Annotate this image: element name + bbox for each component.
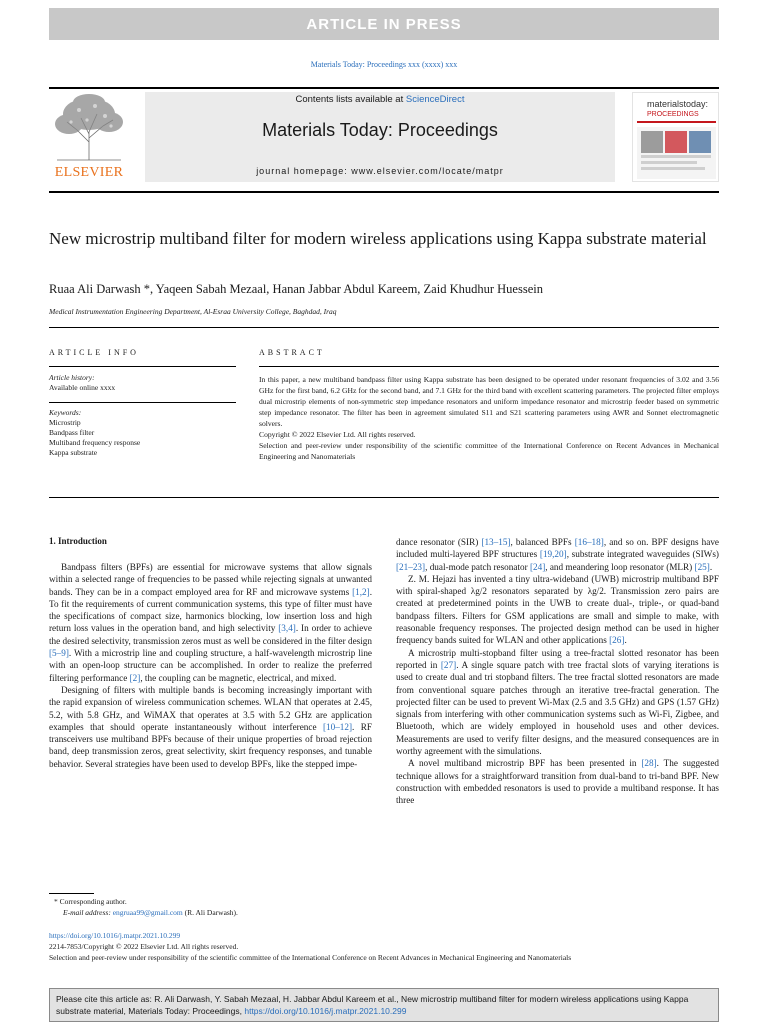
body-paragraph (396, 536, 719, 573)
elsevier-logo[interactable] (49, 92, 129, 182)
body-text: , and so on. BPF designs have included multi-layered BPF structures (396, 537, 720, 560)
article-info-rule (49, 366, 236, 367)
body-paragraph (396, 757, 719, 806)
citation-doi-link[interactable]: https://doi.org/10.1016/j.matpr.2021.10.299 (244, 1006, 407, 1016)
abstract-paragraph: In this paper, a new multiband bandpass filter using Kappa substrate has been designed to be operated under resonant frequencies of 3.02 and 3.56 GHz for the first band, 6.2 GHz for the second band, and 7.1 GHz for the third band with excellent scattering parameters. The projected filter employs dual microstrip elements of non-symmetric step impedance resonators and uniform impedance resonator and microstrip feeder based on symmetric step impedance resonator. The filter has been in agreement simulated S11 and S21 scattering parameters using AWR and Sonnet electromagnetic solvers. (259, 375, 719, 428)
body-text: Bandpass filters (BPFs) are essential for microwave systems that allow signals within a selected range of frequencies to be passed while rejecting signals at unwanted bands. They can be in a compact employed area for RF and microwave systems (49, 562, 372, 597)
keyword-item: Microstrip (49, 418, 81, 427)
journal-homepage[interactable]: journal homepage: www.elsevier.com/locate/matpr (256, 166, 504, 176)
keyword-item: Kappa substrate (49, 448, 98, 457)
body-text: . (709, 561, 713, 572)
history-value: Available online xxxx (49, 383, 116, 392)
cover-stripe (637, 121, 716, 123)
keywords-block (49, 408, 239, 458)
body-paragraph (396, 647, 719, 758)
body-text: . RF transceivers use multiband BPFs because of their unique properties of broad rejection band, deep transmission zeros, great selectivity, skirt frequency responses, and tunable behavior. Several strategies have been used to develop BPFs, like the stepped impe- (49, 721, 372, 769)
reference-link[interactable]: [16–18] (574, 537, 604, 547)
body-column-left (49, 561, 372, 770)
abstract-rule (259, 366, 719, 367)
body-text: . To fit the requirements of current communication systems, this type of filter must have the specifications of compact size, harmonics blocking, low insertion loss and high return loss values in the operation band, and high selectivity (49, 586, 372, 634)
elsevier-tree-icon (49, 92, 129, 162)
article-in-press-banner (49, 8, 719, 40)
journal-title: Materials Today: Proceedings (262, 120, 498, 140)
body-paragraph (49, 684, 372, 770)
footnote-rule (49, 893, 94, 894)
reference-link[interactable]: [13–15] (481, 537, 511, 547)
masthead-rule (49, 191, 719, 193)
body-text: , balanced BPFs (510, 537, 575, 547)
body-text: . With a microstrip line and coupling structure, a half-wavelength microstrip line with an open-loop structure can be accomplished. In order to realize the preferred filtering performance (49, 648, 372, 683)
citation-text: Please cite this article as: R. Ali Darwash, Y. Sabah Mezaal, H. Jabbar Abdul Kareem et al., New microstrip multiband filter for modern wireless applications using Kappa substrate material, Materials Today: Proceedings, (56, 994, 689, 1016)
body-text: A novel multiband microstrip BPF has been presented in (408, 758, 642, 769)
abstract-body (259, 374, 719, 462)
affiliation: Medical Instrumentation Engineering Department, Al-Esraa University College, Baghdad, Iraq (49, 307, 337, 316)
abstract-copyright: Copyright © 2022 Elsevier Ltd. All rights reserved. (259, 430, 416, 439)
abstract-bottom-rule (49, 497, 719, 498)
abstract-peer-review: Selection and peer-review under responsibility of the scientific committee of the International Conference on Recent Advances in Mechanical Engineering and Nanomaterials (259, 441, 719, 461)
reference-link[interactable]: [26] (609, 635, 625, 646)
title-rule (49, 327, 719, 328)
body-text: , the coupling can be magnetic, electrical, and mixed. (140, 672, 337, 683)
reference-link[interactable]: [5–9] (49, 648, 69, 659)
reference-link[interactable]: [25] (694, 561, 710, 572)
article-history (49, 373, 239, 393)
issn-line: 2214-7853/Copyright © 2022 Elsevier Ltd. All rights reserved. (49, 942, 239, 951)
body-text: Z. M. Hejazi has invented a tiny ultra-wideband (UWB) microstrip multiband BPF with spiral-shaped λg/2 resonators separated by λg/2. Transmission zero pairs are created at predetermined points in the UWB to create dual-, triple-, or quad-band bandpass filters. Filters for GSM applications are small and simple to make, with reasonable frequency responses. The projected design method can be used in higher frequency bands suited for WLAN and other applications (396, 573, 719, 646)
reference-link[interactable]: [2] (129, 672, 141, 683)
paper-title: New microstrip multiband filter for modern wireless applications using Kappa substrate material (49, 229, 707, 248)
sciencedirect-link[interactable]: ScienceDirect (405, 94, 465, 105)
cover-artwork-icon (637, 127, 716, 179)
introduction-heading: 1. Introduction (49, 536, 107, 546)
body-text: . (624, 635, 627, 646)
reference-link[interactable]: [19,20] (539, 549, 567, 560)
body-text: , and meandering loop resonator (MLR) (545, 561, 695, 572)
reference-link[interactable]: [21–23] (396, 561, 426, 572)
author-list[interactable]: Ruaa Ali Darwash *, Yaqeen Sabah Mezaal, Hanan Jabbar Abdul Kareem, Zaid Khudhur Huessein (49, 282, 543, 296)
reference-link[interactable]: [27] (440, 659, 457, 670)
reference-link[interactable]: [1,2] (352, 586, 370, 597)
reference-link[interactable]: [24] (529, 561, 546, 572)
body-text: . A single square patch with tree fractal slots of varying iterations is used to create dual and tri stopband filters. The tree fractal slotted resonators are made from conventional square patches through an iterative tree-fractal generation. The projected filter can be used to prevent Wi-Max (2.5 and 3.5 GHz) and GPS (1.57 GHz) signals from interfering with other communication systems such as Wi-Fi, Zigbee, and Bluetooth, which are widely employed in household uses and other devices. Measurements are used to verify filter designs, and the measured consequences are in worthy agreement with the simulations. (396, 659, 719, 757)
body-column-right (396, 536, 719, 807)
history-label: Article history: (49, 373, 95, 382)
keyword-item: Bandpass filter (49, 428, 95, 437)
body-text: A microstrip multi-stopband filter using a tree-fractal slotted resonator has been reported in (396, 647, 719, 670)
contents-line: Contents lists available at ScienceDirect (295, 94, 465, 105)
body-text: , substrate integrated waveguides (SIWs) (566, 549, 719, 560)
publication-peer-review: Selection and peer-review under responsibility of the scientific committee of the International Conference on Recent Advances in Mechanical Engineering and Nanomaterials (49, 953, 572, 962)
citation-box (49, 988, 719, 1022)
email-line: E-mail address: engruaa99@gmail.com (R. Ali Darwash). (63, 908, 238, 917)
header-rule (49, 87, 719, 89)
body-text: dance resonator (SIR) (396, 537, 482, 547)
body-paragraph (49, 561, 372, 684)
doi-link[interactable]: https://doi.org/10.1016/j.matpr.2021.10.299 (49, 931, 181, 940)
body-paragraph (396, 573, 719, 647)
keyword-item: Multiband frequency response (49, 438, 141, 447)
reference-link[interactable]: [3,4] (278, 623, 296, 634)
elsevier-wordmark: ELSEVIER (54, 165, 124, 180)
journal-cover-thumbnail[interactable] (632, 92, 719, 182)
corresponding-label: * Corresponding author. (54, 897, 127, 906)
cover-brand: materialstoday: PROCEEDINGS (647, 99, 709, 118)
body-text: . The suggested technique allows for a straightforward transition from dual-band to tri-band BPF. New construction with embedded resonators is used to provide a multiband response. It has three (396, 758, 719, 806)
body-text: Designing of filters with multiple bands is becoming increasingly important with the rapid expansion of wireless communication schemes. WLAN that operates at 2.45, 5.2, with 5.8 GHz, and WiMAX that operates at 3.5 with 5.2 GHz are application examples that should operate instantaneously without interference (49, 684, 372, 732)
body-text: , dual-mode patch resonator (425, 561, 530, 572)
banner-text: ARTICLE IN PRESS (306, 15, 462, 33)
article-info-heading: ARTICLE INFO (49, 348, 139, 357)
abstract-heading: ABSTRACT (259, 348, 325, 357)
keywords-label: Keywords: (49, 408, 82, 417)
reference-link[interactable]: [28] (641, 758, 657, 769)
corresponding-author-footnote (54, 896, 374, 918)
publication-info (49, 930, 739, 963)
keywords-rule (49, 402, 236, 403)
journal-reference[interactable]: Materials Today: Proceedings xxx (xxxx) xxx (310, 60, 458, 69)
email-link[interactable]: engruaa99@gmail.com (112, 908, 183, 917)
body-text: . In order to achieve the desired selectivity, transmission zeros must as well be considered in the filter design (49, 623, 372, 646)
reference-link[interactable]: [10–12] (322, 721, 353, 732)
